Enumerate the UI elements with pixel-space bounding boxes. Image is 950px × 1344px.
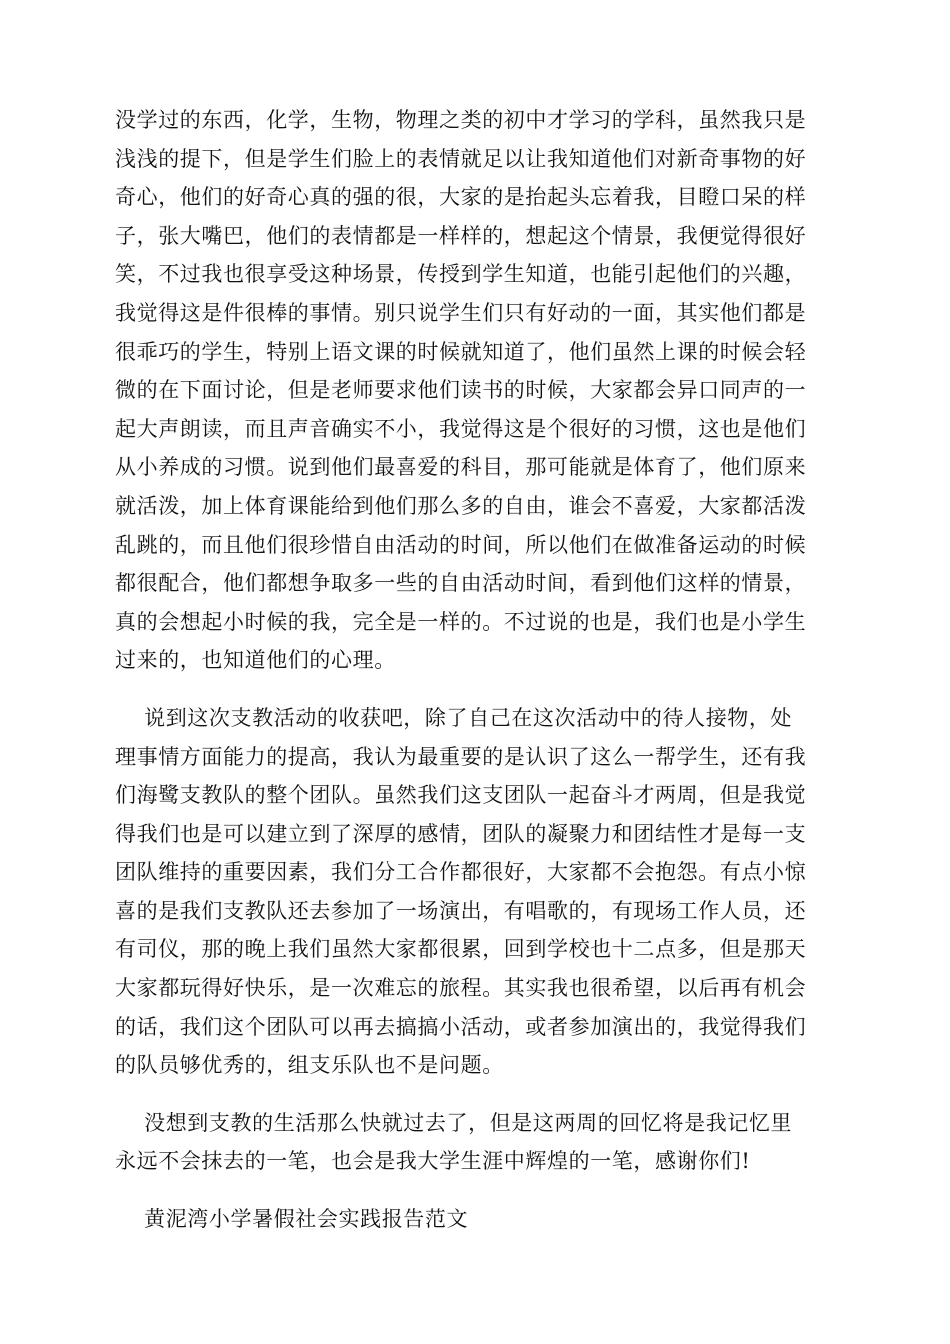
- paragraph-line: 有司仪，那的晚上我们虽然大家都很累，回到学校也十二点多，但是那天: [115, 937, 807, 962]
- paragraph-line: 从小养成的习惯。说到他们最喜爱的科目，那可能就是体育了，他们原来: [115, 455, 807, 480]
- paragraph-line: 没想到支教的生活那么快就过去了，但是这两周的回忆将是我记忆里: [115, 1110, 793, 1135]
- paragraph-line: 们海鹭支教队的整个团队。虽然我们这支团队一起奋斗才两周，但是我觉: [115, 783, 807, 808]
- paragraph-line: 真的会想起小时候的我，完全是一样的。不过说的也是，我们也是小学生: [115, 609, 807, 634]
- document-body: [115, 101, 835, 1239]
- paragraph-line: 过来的，也知道他们的心理。: [115, 648, 396, 673]
- section-title-line: 黄泥湾小学暑假社会实践报告范文: [115, 1207, 469, 1232]
- paragraph-line: 浅浅的提下，但是学生们脸上的表情就足以让我知道他们对新奇事物的好: [115, 146, 807, 171]
- paragraph-line: 我觉得这是件很棒的事情。别只说学生们只有好动的一面，其实他们都是: [115, 300, 807, 325]
- paragraph-line: 微的在下面讨论，但是老师要求他们读书的时候，大家都会异口同声的一: [115, 378, 807, 403]
- paragraph-line: 大家都玩得好快乐，是一次难忘的旅程。其实我也很希望，以后再有机会: [115, 976, 807, 1001]
- paragraph-line: 乱跳的，而且他们很珍惜自由活动的时间，所以他们在做准备运动的时候: [115, 532, 807, 557]
- paragraph-line: 说到这次支教活动的收获吧，除了自己在这次活动中的待人接物，处: [115, 705, 793, 730]
- paragraph-1: [115, 101, 835, 680]
- paragraph-line: 喜的是我们支教队还去参加了一场演出，有唱歌的，有现场工作人员，还: [115, 898, 807, 923]
- paragraph-line: 起大声朗读，而且声音确实不小，我觉得这是个很好的习惯，这也是他们: [115, 416, 807, 441]
- paragraph-line: 很乖巧的学生，特别上语文课的时候就知道了，他们虽然上课的时候会轻: [115, 339, 807, 364]
- paragraph-line: 的话，我们这个团队可以再去搞搞小活动，或者参加演出的，我觉得我们: [115, 1014, 807, 1039]
- paragraph-line: 得我们也是可以建立到了深厚的感情，团队的凝聚力和团结性才是每一支: [115, 821, 807, 846]
- paragraph-line: 都很配合，他们都想争取多一些的自由活动时间，看到他们这样的情景，: [115, 571, 807, 596]
- paragraph-line: 没学过的东西，化学，生物，物理之类的初中才学习的学科，虽然我只是: [115, 108, 807, 132]
- paragraph-2: [115, 699, 835, 1085]
- paragraph-line: 的队员够优秀的，组支乐队也不是问题。: [115, 1053, 504, 1078]
- paragraph-line: 永远不会抹去的一笔，也会是我大学生涯中辉煌的一笔，感谢你们!: [115, 1149, 751, 1174]
- paragraph-line: 奇心，他们的好奇心真的强的很，大家的是抬起头忘着我，目瞪口呆的样: [115, 185, 807, 210]
- paragraph-3: [115, 1104, 835, 1181]
- paragraph-4: [115, 1200, 835, 1239]
- paragraph-line: 理事情方面能力的提高，我认为最重要的是认识了这么一帮学生，还有我: [115, 744, 807, 769]
- paragraph-line: 笑，不过我也很享受这种场景，传授到学生知道，也能引起他们的兴趣，: [115, 262, 807, 287]
- paragraph-line: 就活泼，加上体育课能给到他们那么多的自由，谁会不喜爱，大家都活泼: [115, 493, 807, 518]
- paragraph-line: 团队维持的重要因素，我们分工合作都很好，大家都不会抱怨。有点小惊: [115, 860, 807, 885]
- paragraph-line: 子，张大嘴巴，他们的表情都是一样样的，想起这个情景，我便觉得很好: [115, 223, 807, 248]
